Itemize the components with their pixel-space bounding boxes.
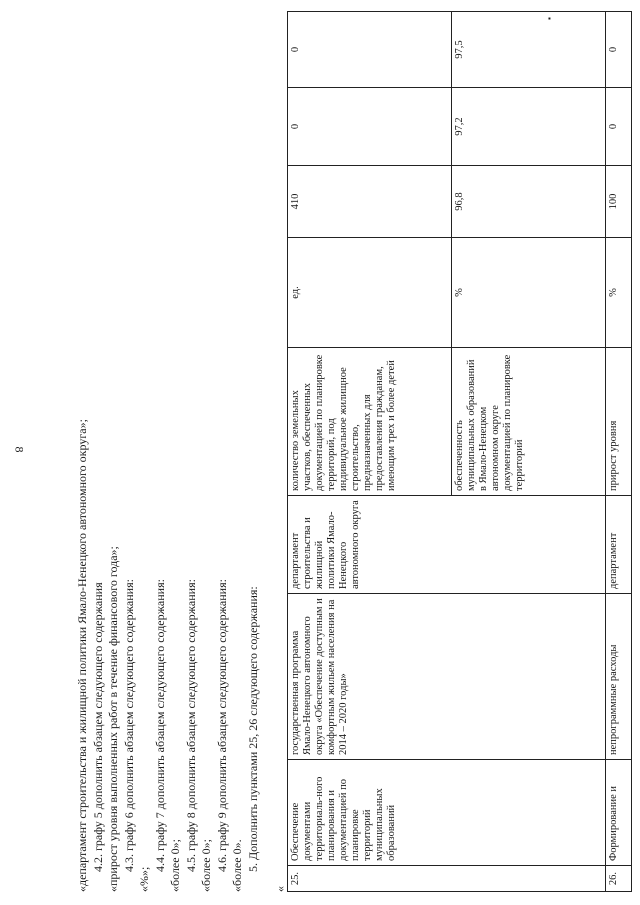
table-row [605, 12, 631, 892]
unit-cell: ед. [288, 238, 452, 348]
unit-cell: % [605, 238, 631, 348]
value-cell: 0 [288, 12, 452, 88]
indicator-cell: прирост уровня [605, 348, 631, 496]
row-number: 25. [288, 866, 606, 892]
paragraph: «прирост уровня выполненных работ в течение финансового года»; [106, 546, 120, 892]
value-cell: 96,8 [452, 166, 606, 238]
value-cell: 0 [605, 12, 631, 88]
responsible-cell: департамент строительства и жилищной политики Ямало-Ненецкого автономного округа [288, 496, 606, 594]
indicator-cell: обеспеченность муниципальных образований в Ямало-Ненецком автономном округе документацией по планировке территорий [452, 348, 606, 496]
rotated-page-content [75, 12, 635, 892]
table-row [288, 12, 452, 892]
value-cell: 100 [605, 166, 631, 238]
indicator-cell: количество земельных участков, обеспеченных документацией по планировке территорий, под индивидуальное жилищное строительство, предназначенных для предоставления гражданам, имеющим трех и более детей [288, 348, 452, 496]
program-cell: непрограммные расходы [605, 594, 631, 760]
unit-cell: % [452, 238, 606, 348]
paragraph: 5. Дополнить пунктами 25, 26 следующего содержания: [245, 586, 260, 872]
paragraph: 4.5. графу 8 дополнить абзацем следующего содержания: [183, 579, 198, 872]
task-cell: Обеспечение документами территориаль-ного планирования и документацией по планировке территорий муниципальных образований [288, 760, 606, 866]
paragraph: «более 0». [230, 839, 244, 892]
paragraph: 4.2. графу 5 дополнить абзацем следующего содержания [90, 582, 105, 872]
value-cell: 410 [288, 166, 452, 238]
value-cell: 97,5 [452, 12, 606, 88]
paragraph: 4.4. графу 7 дополнить абзацем следующего содержания: [152, 579, 167, 872]
row-number: 26. [605, 866, 631, 892]
indicators-table [287, 11, 632, 892]
task-cell: Формирование и [605, 760, 631, 866]
value-cell: 97,2 [452, 88, 606, 166]
paragraph: «более 0»; [168, 839, 182, 892]
value-cell: 0 [605, 88, 631, 166]
paragraph: «департамент строительства и жилищной политики Ямало-Ненецкого автономного округа»; [75, 419, 89, 892]
paragraph: 4.6. графу 9 дополнить абзацем следующего содержания: [214, 579, 229, 872]
scan-speck: ▪ [548, 14, 551, 23]
amendment-paragraphs [75, 12, 261, 892]
paragraph: «более 0»; [199, 839, 213, 892]
program-cell: государственная программа Ямало-Ненецкого автономного округа «Обеспечение доступным и комфортным жильем населения на 2014 – 2020 годы» [288, 594, 606, 760]
paragraph: 4.3. графу 6 дополнить абзацем следующего содержания: [121, 579, 136, 872]
page-number: 8 [12, 446, 27, 453]
responsible-cell: департамент [605, 496, 631, 594]
open-quote: « [273, 886, 287, 892]
value-cell: 0 [288, 88, 452, 166]
paragraph: «%»; [137, 866, 151, 892]
